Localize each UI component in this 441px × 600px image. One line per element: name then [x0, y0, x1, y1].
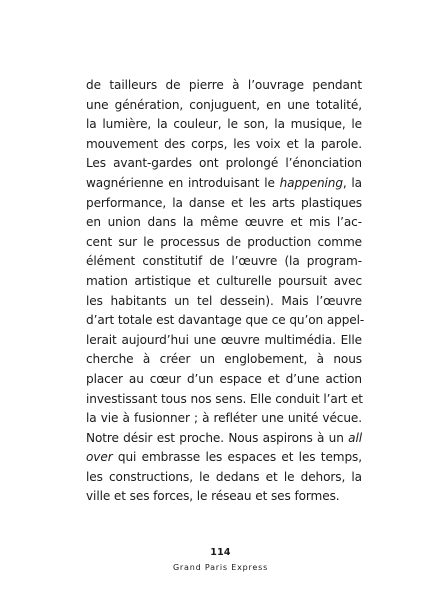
text-line: [86, 292, 362, 312]
text-line: [86, 390, 362, 410]
text-line: [86, 370, 362, 390]
text-run: lerait aujourd’hui une œuvre multimédia. Elle: [86, 332, 362, 347]
text-line: [86, 154, 362, 174]
text-run: Notre désir est proche. Nous aspirons à un: [86, 430, 349, 445]
text-run: la lumière, la couleur, le son, la musique, le: [86, 117, 362, 132]
text-line: [86, 272, 362, 292]
text-line: [86, 174, 362, 194]
text-run: , la: [342, 175, 362, 190]
text-line: [86, 331, 362, 351]
italic-term: happening: [279, 175, 343, 190]
text-run: la vie à fusionner ; à refléter une unité vécue.: [86, 411, 362, 426]
text-line: [86, 252, 362, 272]
text-run: d’art totale est davantage que ce qu’on appel-: [86, 313, 365, 328]
text-run: cherche à créer un englobement, à nous: [86, 352, 362, 367]
italic-term: over: [86, 450, 113, 465]
text-run: investissant tous nos sens. Elle conduit l’art et: [86, 391, 363, 406]
text-run: placer au cœur d’un espace et d’une action: [86, 371, 362, 386]
text-run: Les avant-gardes ont prolongé l’énonciation: [86, 156, 362, 171]
text-line: [86, 311, 365, 331]
running-title: Grand Paris Express: [172, 563, 269, 572]
text-run: qui embrasse les espaces et les temps,: [112, 450, 362, 465]
text-run: en union dans la même œuvre et mis l’ac-: [86, 215, 362, 230]
text-line: [86, 350, 362, 370]
text-line: [86, 409, 362, 429]
body-paragraph: [86, 76, 365, 507]
text-run: une génération, conjuguent, en une totalité,: [86, 97, 362, 112]
text-line: [86, 213, 362, 233]
text-line: [86, 448, 362, 468]
text-line: [86, 96, 362, 116]
text-line: [86, 233, 362, 253]
text-line: [86, 135, 362, 155]
text-run: mouvement des corps, les voix et la parole.: [86, 136, 362, 151]
text-run: performance, la danse et les arts plastiques: [86, 195, 362, 210]
text-line: [86, 468, 362, 488]
page-number: 114: [210, 547, 231, 558]
text-line: [86, 429, 362, 449]
text-run: de tailleurs de pierre à l’ouvrage pendant: [86, 78, 362, 92]
text-run: élément constitutif de l’œuvre (la program-: [86, 254, 362, 269]
text-line: [86, 487, 362, 507]
text-run: ville et ses forces, le réseau et ses formes.: [86, 489, 340, 504]
text-run: les constructions, le dedans et le dehors, la: [86, 469, 362, 484]
text-line: [86, 194, 362, 214]
text-run: les habitants un tel dessein). Mais l’œuvre: [86, 293, 362, 308]
italic-term: all: [348, 430, 362, 445]
text-line: [86, 76, 362, 96]
text-run: wagnérienne en introduisant le: [86, 175, 280, 190]
text-run: cent sur le processus de production comme: [86, 234, 362, 249]
text-line: [86, 115, 362, 135]
text-run: mation artistique et culturelle poursuit avec: [86, 273, 362, 288]
